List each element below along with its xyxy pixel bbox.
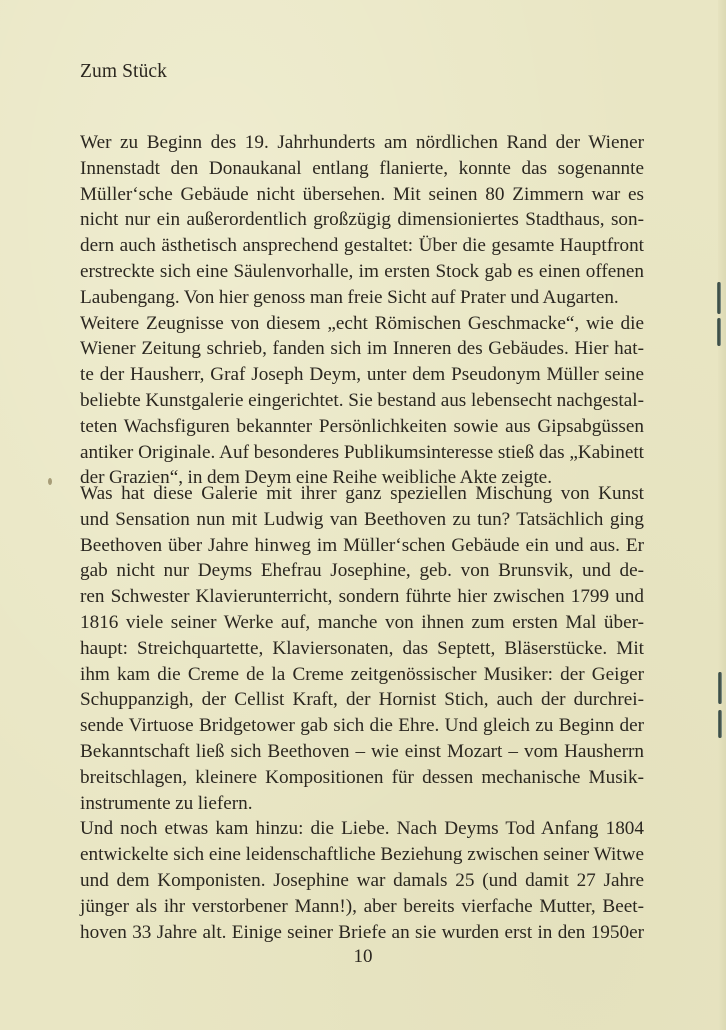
text-line: antiker Originale. Auf besonderes Publikumsinteresse stieß das „Kabinett (80, 441, 644, 463)
paragraph-2 (80, 481, 644, 945)
text-line: jünger als ihr verstorbener Mann!), aber bereits vierfache Mutter, Beet- (80, 895, 644, 917)
text-line: sende Virtuose Bridgetower gab sich die Ehre. Und gleich zu Beginn der (80, 715, 644, 737)
text-line: Und noch etwas kam hinzu: die Liebe. Nach Deyms Tod Anfang 1804 (80, 818, 644, 840)
text-line: gab nicht nur Deyms Ehefrau Josephine, geb. von Brunsvik, und de- (80, 560, 644, 582)
text-line: ren Schwester Klavierunterricht, sondern führte hier zwischen 1799 und (80, 586, 644, 608)
text-line: 1816 viele seiner Werke auf, manche von ihnen zum ersten Mal über- (80, 611, 644, 633)
text-line: Wiener Zeitung schrieb, fanden sich im Inneren des Gebäudes. Hier hat- (80, 338, 644, 360)
text-line: Weitere Zeugnisse von diesem „echt Römischen Geschmacke“, wie die (80, 312, 644, 334)
paragraph-1 (80, 130, 644, 491)
text-line: Was hat diese Galerie mit ihrer ganz speziellen Mischung von Kunst (80, 483, 644, 504)
text-line: hoven 33 Jahre alt. Einige seiner Briefe an sie wurden erst in den 1950er (80, 921, 644, 943)
staple-icon (717, 282, 721, 314)
text-line: Beethoven über Jahre hinweg im Müller‘schen Gebäude ein und aus. Er (80, 534, 644, 556)
text-line: erstreckte sich eine Säulenvorhalle, im ersten Stock gab es einen offenen (80, 260, 644, 282)
text-line: beliebte Kunstgalerie eingerichtet. Sie bestand aus lebensecht nachgestal- (80, 389, 644, 411)
paper-speck (48, 478, 52, 485)
section-heading: Zum Stück (80, 61, 168, 82)
text-line: nicht nur ein außerordentlich großzügig dimensioniertes Stadthaus, son- (80, 209, 644, 231)
text-line: Innenstadt den Donaukanal entlang flanierte, konnte das sogenannte (80, 157, 644, 179)
staple-icon (718, 710, 722, 738)
text-line: und Sensation nun mit Ludwig van Beethoven zu tun? Tatsächlich ging (80, 508, 644, 530)
staple-icon (718, 672, 722, 704)
page-edge (718, 0, 726, 1030)
text-line: Bekanntschaft ließ sich Beethoven – wie einst Mozart – vom Hausherrn (80, 740, 644, 762)
text-line: Schuppanzigh, der Cellist Kraft, der Hornist Stich, auch der durchrei- (80, 689, 644, 711)
text-line: der Grazien“, in dem Deym eine Reihe weibliche Akte zeigte. (80, 467, 552, 489)
text-line: Müller‘sche Gebäude nicht übersehen. Mit seinen 80 Zimmern war es (80, 183, 644, 205)
text-line: entwickelte sich eine leidenschaftliche Beziehung zwischen seiner Witwe (80, 844, 644, 866)
text-line: teten Wachsfiguren bekannter Persönlichkeiten sowie aus Gipsabgüssen (80, 415, 644, 437)
text-line: Wer zu Beginn des 19. Jahrhunderts am nördlichen Rand der Wiener (80, 132, 644, 153)
text-line: instrumente zu liefern. (80, 792, 253, 814)
text-line: Laubengang. Von hier genoss man freie Sicht auf Prater und Augarten. (80, 286, 619, 308)
text-line: dern auch ästhetisch ansprechend gestaltet: Über die gesamte Hauptfront (80, 235, 644, 257)
text-line: breitschlagen, kleinere Kompositionen für dessen mechanische Musik- (80, 766, 644, 788)
text-line: ihm kam die Creme de la Creme zeitgenössischer Musiker: der Geiger (80, 663, 644, 685)
text-line: haupt: Streichquartette, Klaviersonaten, das Septett, Bläserstücke. Mit (80, 637, 644, 659)
text-line: te der Hausherr, Graf Joseph Deym, unter dem Pseudonym Müller seine (80, 364, 644, 386)
staple-icon (717, 318, 721, 346)
page-number: 10 (353, 946, 373, 967)
text-line: und dem Komponisten. Josephine war damals 25 (und damit 27 Jahre (80, 869, 644, 891)
